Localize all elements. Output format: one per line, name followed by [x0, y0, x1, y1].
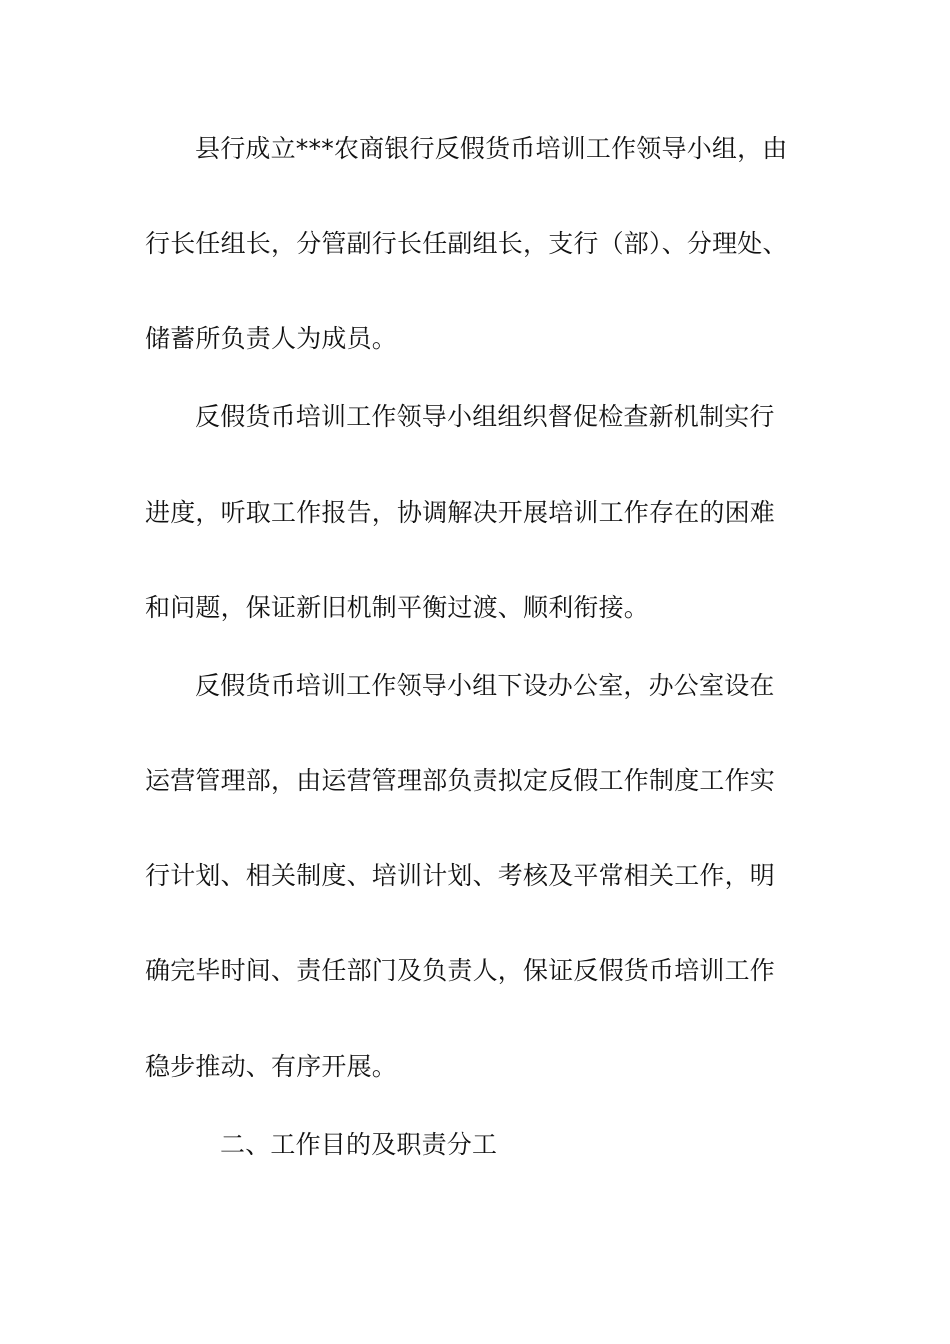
paragraph-2-line-1: 反假货币培训工作领导小组组织督促检查新机制实行: [195, 402, 775, 431]
paragraph-2-line-2: 进度，听取工作报告，协调解决开展培训工作存在的困难: [145, 498, 776, 527]
section-heading: 二、工作目的及职责分工: [220, 1130, 498, 1159]
paragraph-3-line-2: 运营管理部，由运营管理部负责拟定反假工作制度工作实: [145, 766, 776, 795]
paragraph-2-line-3: 和问题，保证新旧机制平衡过渡、顺利衔接。: [145, 593, 650, 622]
paragraph-1-line-2: 行长任组长，分管副行长任副组长，支行（部）、分理处、: [145, 229, 788, 258]
paragraph-3-line-1: 反假货币培训工作领导小组下设办公室，办公室设在: [195, 671, 775, 700]
paragraph-3-line-4: 确完毕时间、责任部门及负责人，保证反假货币培训工作: [145, 956, 776, 985]
paragraph-3-line-5: 稳步推动、有序开展。: [145, 1052, 398, 1081]
paragraph-1-line-1: 县行成立***农商银行反假货币培训工作领导小组，由: [195, 134, 788, 163]
paragraph-3-line-3: 行计划、相关制度、培训计划、考核及平常相关工作，明: [145, 861, 776, 890]
paragraph-1-line-3: 储蓄所负责人为成员。: [145, 324, 398, 353]
